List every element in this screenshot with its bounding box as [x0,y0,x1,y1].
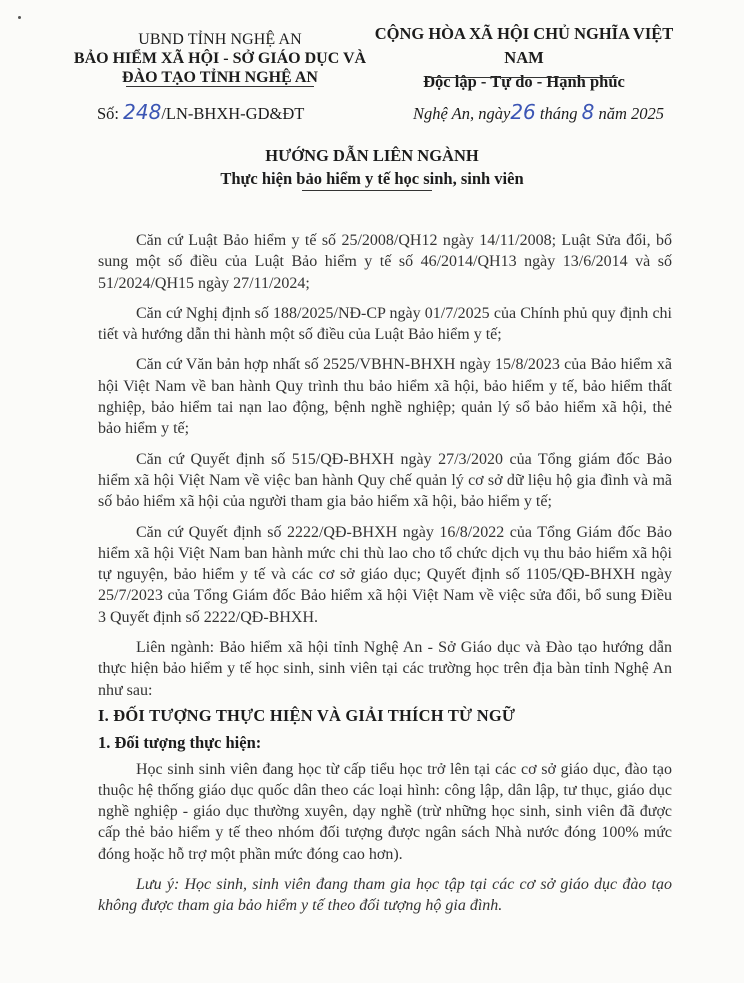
national-header-block [356,22,692,94]
agency-underline [126,86,314,87]
document-title [0,144,744,190]
document-number [97,100,304,124]
issuing-agency-line2: ĐÀO TẠO TỈNH NGHỆ AN [122,69,318,86]
issuing-agency-block [70,30,370,87]
section-heading: I. ĐỐI TƯỢNG THỰC HIỆN VÀ GIẢI THÍCH TỪ NGỮ [98,705,516,725]
title-sub: Thực hiện bảo hiểm y tế học sinh, sinh viên [220,169,524,188]
subsection-heading: 1. Đối tượng thực hiện: [98,733,262,753]
date-place: Nghệ An, ngày [413,104,511,123]
doc-number-prefix: Số: [97,104,120,123]
title-underline [302,190,432,191]
note-label: Lưu ý: [136,876,180,894]
intro-paragraph: Liên ngành: Bảo hiểm xã hội tỉnh Nghệ An - Sở Giáo dục và Đào tạo hướng dẫn thực hiện bảo hiểm y tế học sinh, sinh viên tại các trường học trên địa bàn tỉnh Nghệ An như sau: [98,639,672,699]
note-paragraph [98,874,672,917]
legal-basis-paragraph: Căn cứ Quyết định số 2222/QĐ-BHXH ngày 16/8/2022 của Tổng Giám đốc Bảo hiểm xã hội Việt Nam ban hành mức chi thù lao cho tổ chức dịch vụ thu bảo hiểm xã hội tự nguyện, bảo hiểm y tế và các cơ sở giáo dục; Quyết định số 1105/QĐ-BHXH ngày 25/7/2023 của Tổng Giám đốc Bảo hiểm xã hội Việt Nam về việc sửa đổi, bổ sung Điều 3 Quyết định số 2222/QĐ-BHXH. [98,523,672,626]
date-month-label: tháng [539,104,578,123]
date-day-handwritten: 26 [510,100,536,124]
document-date [413,100,664,124]
date-year: năm 2025 [598,104,665,123]
legal-basis-paragraph: Căn cứ Nghị định số 188/2025/NĐ-CP ngày 01/7/2025 của Chính phủ quy định chi tiết và hướng dẫn thi hành một số điều của Luật Bảo hiểm y tế; [98,304,672,344]
doc-number-suffix: /LN-BHXH-GD&ĐT [161,104,305,123]
legal-basis-paragraph: Căn cứ Văn bản hợp nhất số 2525/VBHN-BHXH ngày 15/8/2023 của Bảo hiểm xã hội Việt Nam về ban hành Quy trình thu bảo hiểm xã hội, bảo hiểm y tế, bảo hiểm thất nghiệp, bảo hiểm tai nạn lao động, bệnh nghề nghiệp; quản lý sổ bảo hiểm xã hội, thẻ bảo hiểm y tế; [98,356,672,438]
motto-underline [428,77,618,78]
country-name: CỘNG HÒA XÃ HỘI CHỦ NGHĨA VIỆT NAM [374,24,674,67]
doc-number-handwritten: 248 [123,100,162,124]
legal-basis-paragraph: Căn cứ Quyết định số 515/QĐ-BHXH ngày 27/3/2020 của Tổng giám đốc Bảo hiểm xã hội Việt Nam về việc ban hành Quy chế quản lý cơ sở dữ liệu hộ gia đình và mã số bảo hiểm xã hội của người tham gia bảo hiểm xã hội, bảo hiểm y tế; [98,450,672,511]
date-month-handwritten: 8 [581,100,595,124]
note-text: Học sinh, sinh viên đang tham gia học tập tại các cơ sở giáo dục đào tạo không được tham gia bảo hiểm y tế theo đối tượng hộ gia đình. [98,876,672,915]
title-main: HƯỚNG DẪN LIÊN NGÀNH [265,146,479,165]
legal-basis-paragraph: Căn cứ Luật Bảo hiểm y tế số 25/2008/QH12 ngày 14/11/2008; Luật Sửa đổi, bổ sung một số điều của Luật Bảo hiểm y tế số 46/2014/QH13 ngày 13/6/2014 và số 51/2024/QH15 ngày 27/11/2024; [98,232,672,292]
parent-agency: UBND TỈNH NGHỆ AN [138,31,302,48]
national-motto: Độc lập - Tự do - Hạnh phúc [423,72,625,91]
document-body [98,230,672,926]
subsection-text: Học sinh sinh viên đang học từ cấp tiểu học trở lên tại các cơ sở giáo dục, đào tạo thuộc hệ thống giáo dục quốc dân theo các loại hình: công lập, dân lập, tư thục, giáo dục nghề nghiệp - giáo dục thường xuyên, dạy nghề (trừ những học sinh, sinh viên đã được cấp thẻ bảo hiểm y tế theo nhóm đối tượng được ngân sách Nhà nước đóng 100% mức đóng hoặc hỗ trợ một phần mức đóng cao hơn). [98,760,672,863]
scan-speck [18,16,21,19]
issuing-agency-line1: BẢO HIỂM XÃ HỘI - SỞ GIÁO DỤC VÀ [73,50,367,67]
